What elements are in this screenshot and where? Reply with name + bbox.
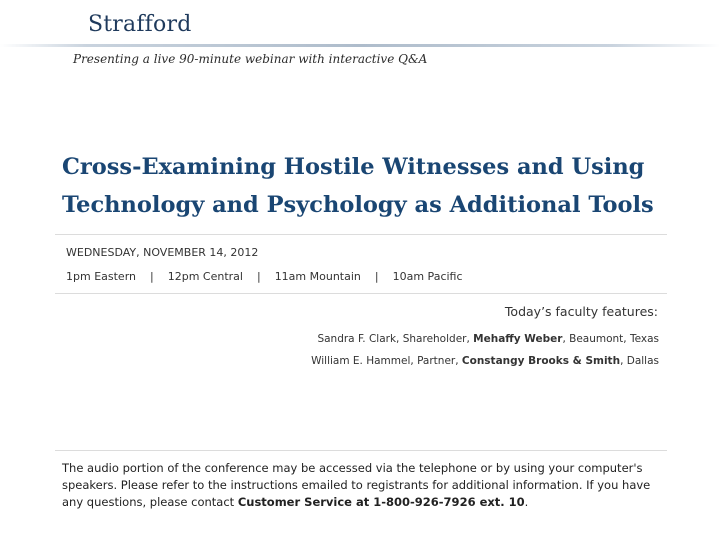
strafford-logo: Strafford	[88, 12, 192, 37]
faculty-member	[311, 355, 659, 367]
audio-instructions-text: The audio portion of the conference may be accessed via the telephone or by using your computer's speakers. Please refer to the instructions emailed to registrants for additional information. If you have any questions, please contact	[62, 461, 651, 509]
faculty-heading: Today’s faculty features:	[504, 304, 658, 319]
title-line-1: Cross-Examining Hostile Witnesses and Using	[62, 154, 645, 180]
time-separator: |	[150, 270, 154, 283]
faculty-firm: Constangy Brooks & Smith	[461, 355, 621, 367]
faculty-firm: Mehaffy Weber	[473, 333, 563, 345]
footer-period: .	[524, 495, 529, 509]
title-line-2: Technology and Psychology as Additional Tools	[62, 192, 654, 218]
faculty-location: , Dallas	[620, 355, 659, 367]
customer-service-contact: Customer Service at 1-800-926-7926 ext. 10	[237, 495, 525, 509]
time-central: 12pm Central	[167, 270, 243, 283]
time-separator: |	[256, 270, 261, 283]
time-mountain: 11am Mountain	[274, 270, 361, 283]
faculty-member	[317, 333, 659, 345]
footer-divider	[55, 450, 667, 451]
audio-instructions	[62, 460, 662, 511]
schedule-divider	[55, 293, 667, 294]
webinar-date: WEDNESDAY, NOVEMBER 14, 2012	[66, 246, 259, 259]
header-divider	[0, 44, 720, 47]
time-eastern: 1pm Eastern	[66, 270, 136, 283]
time-pacific: 10am Pacific	[392, 270, 463, 283]
title-divider	[55, 234, 667, 235]
webinar-title	[62, 148, 682, 224]
faculty-name-title: Sandra F. Clark, Shareholder,	[317, 333, 474, 345]
time-separator: |	[374, 270, 379, 283]
faculty-name-title: William E. Hammel, Partner,	[311, 355, 462, 367]
webinar-tagline: Presenting a live 90-minute webinar with interactive Q&A	[73, 52, 428, 66]
faculty-location: , Beaumont, Texas	[562, 333, 659, 345]
webinar-times	[66, 270, 463, 283]
